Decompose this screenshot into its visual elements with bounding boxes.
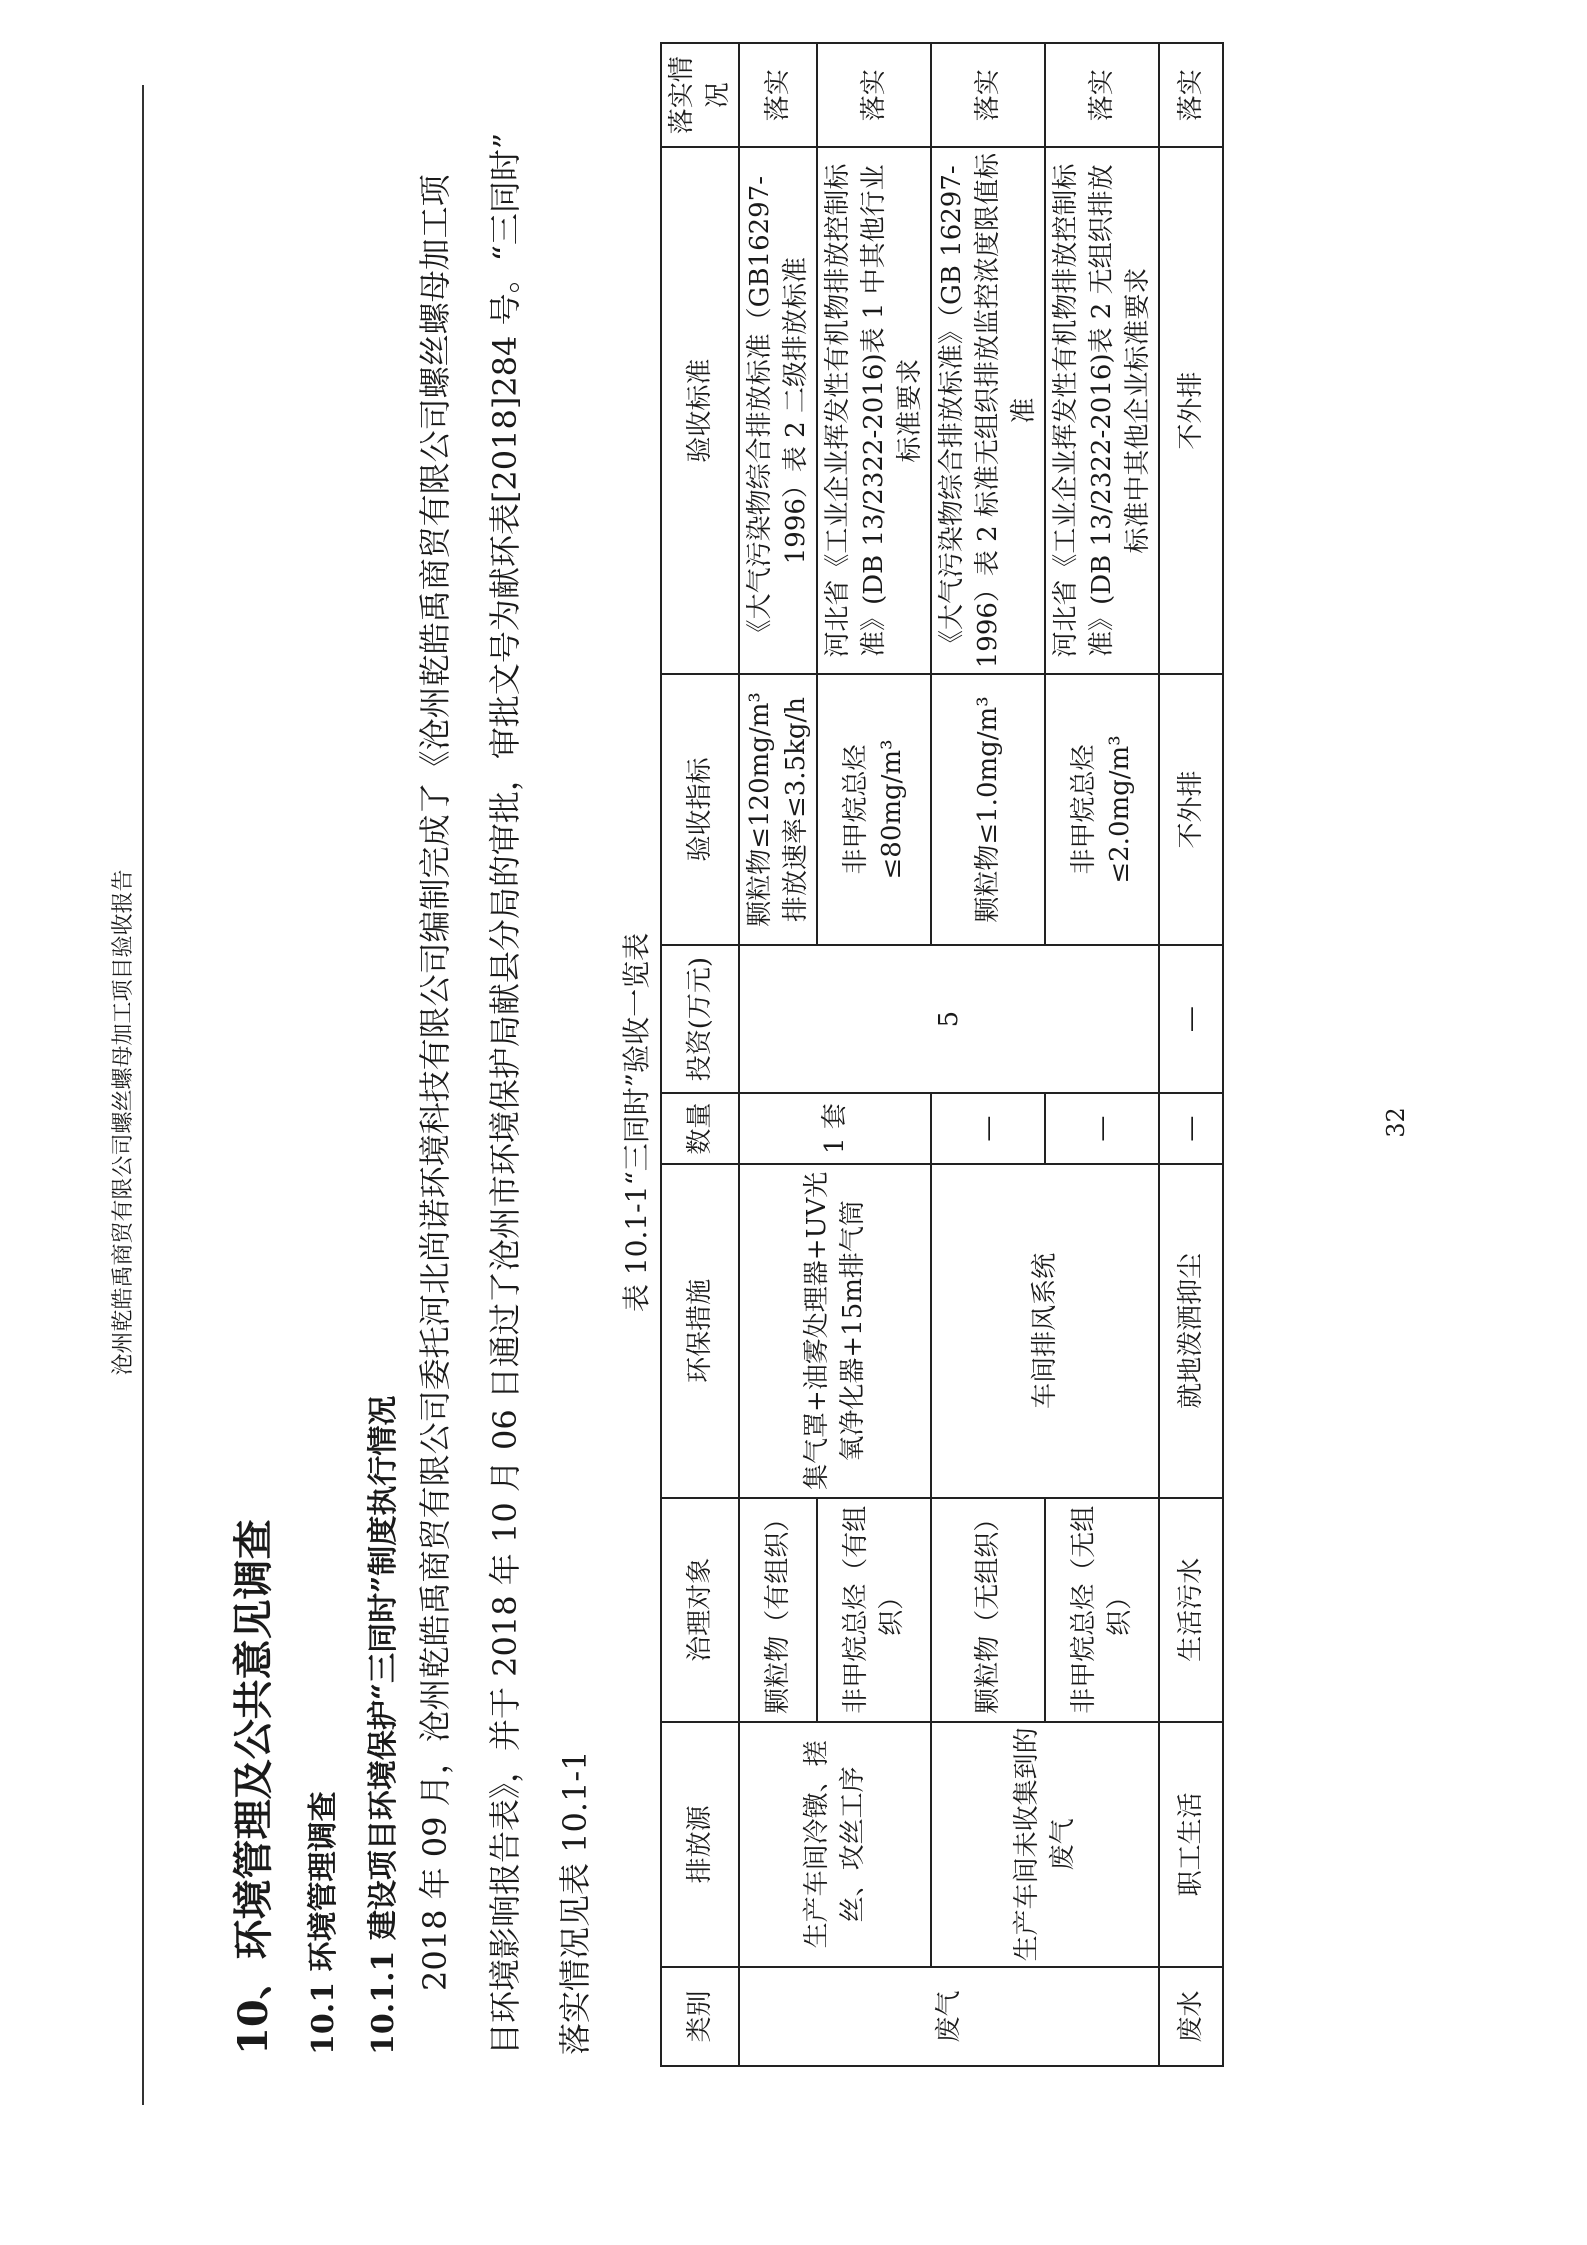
- standard-cell: 不外排: [1159, 147, 1223, 674]
- status-cell: 落实: [1159, 43, 1223, 147]
- category-cell: 废水: [1159, 1967, 1223, 2066]
- qty-cell: 1 套: [739, 1093, 931, 1164]
- status-cell: 落实: [931, 43, 1045, 147]
- table-caption: 表 10.1-1“三同时”验收一览表: [620, 932, 653, 1313]
- header-cell: 排放源: [661, 1722, 739, 1967]
- table-row: [1159, 43, 1223, 2066]
- measure-cell: 就地泼洒抑尘: [1159, 1164, 1223, 1498]
- standard-cell: 《大气污染物综合排放标准（GB16297-1996）表 2 二级排放标准: [739, 147, 817, 674]
- header-cell: 数量: [661, 1093, 739, 1164]
- standard-cell: 河北省《工业企业挥发性有机物排放控制标准》(DB 13/2322-2016)表 1 中其他行业标准要求: [817, 147, 931, 674]
- three-simultaneous-table: [660, 42, 1224, 2067]
- category-cell: 废气: [739, 1967, 1159, 2066]
- measure-cell: 车间排风系统: [931, 1164, 1159, 1498]
- subsubsection-heading: 10.1.1 建设项目环境保护“三同时”制度执行情况: [366, 1395, 401, 2055]
- index-cell: 颗粒物≤1.0mg/m³: [931, 674, 1045, 945]
- measure-cell: 集气罩+油雾处理器+UV光氧净化器+15m排气筒: [739, 1164, 931, 1498]
- object-cell: 生活污水: [1159, 1498, 1223, 1722]
- paragraph-line: 落实情况见表 10.1-1: [556, 1750, 594, 2055]
- header-cell: 验收标准: [661, 147, 739, 674]
- status-cell: 落实: [739, 43, 817, 147]
- header-cell: 验收指标: [661, 674, 739, 945]
- header-cell: 治理对象: [661, 1498, 739, 1722]
- body-paragraph: [400, 15, 610, 2055]
- index-cell: 非甲烷总烃≤2.0mg/m³: [1045, 674, 1159, 945]
- paragraph-line: 2018 年 09 月，沧州乾皓禹商贸有限公司委托河北尚诺环境科技有限公司编制完成了《沧州乾皓禹商贸有限公司螺丝螺母加工项: [416, 174, 454, 1991]
- header-rule: [142, 85, 144, 2105]
- investment-cell: —: [1159, 945, 1223, 1093]
- subsection-heading: 10.1 环境管理调查: [306, 1791, 341, 2055]
- qty-cell: —: [1159, 1093, 1223, 1164]
- table-row: [739, 43, 817, 2066]
- index-cell: 非甲烷总烃≤80mg/m³: [817, 674, 931, 945]
- index-cell: 颗粒物≤120mg/m³ 排放速率≤3.5kg/h: [739, 674, 817, 945]
- object-cell: 颗粒物（有组织）: [739, 1498, 817, 1722]
- investment-cell: 5: [739, 945, 1159, 1093]
- page-number: 32: [1382, 1107, 1410, 1138]
- standard-cell: 《大气污染物综合排放标准》（GB 16297-1996）表 2 标准无组织排放监控浓度限值标准: [931, 147, 1045, 674]
- status-cell: 落实: [1045, 43, 1159, 147]
- qty-cell: —: [931, 1093, 1045, 1164]
- table-header-row: [661, 43, 739, 2066]
- object-cell: 非甲烷总烃（无组织）: [1045, 1498, 1159, 1722]
- header-cell: 投资(万元): [661, 945, 739, 1093]
- object-cell: 颗粒物（无组织）: [931, 1498, 1045, 1722]
- standard-cell: 河北省《工业企业挥发性有机物排放控制标准》(DB 13/2322-2016)表 2 无组织排放标准中其他企业标准要求: [1045, 147, 1159, 674]
- header-cell: 落实情况: [661, 43, 739, 147]
- header-cell: 环保措施: [661, 1164, 739, 1498]
- qty-cell: —: [1045, 1093, 1159, 1164]
- source-cell: 生产车间冷镦、搓丝、攻丝工序: [739, 1722, 931, 1967]
- source-cell: 生产车间未收集到的废气: [931, 1722, 1159, 1967]
- section-heading: 10、环境管理及公共意见调查: [230, 1519, 277, 2055]
- object-cell: 非甲烷总烃（有组织）: [817, 1498, 931, 1722]
- source-cell: 职工生活: [1159, 1722, 1223, 1967]
- running-header: 沧州乾皓禹商贸有限公司螺丝螺母加工项目验收报告: [111, 869, 136, 1376]
- status-cell: 落实: [817, 43, 931, 147]
- paragraph-line: 目环境影响报告表》，并于 2018 年 10 月 06 日通过了沧州市环境保护局献县分局的审批，审批文号为献环表[2018]284 号。“三同时”: [486, 132, 524, 2055]
- header-cell: 类别: [661, 1967, 739, 2066]
- index-cell: 不外排: [1159, 674, 1223, 945]
